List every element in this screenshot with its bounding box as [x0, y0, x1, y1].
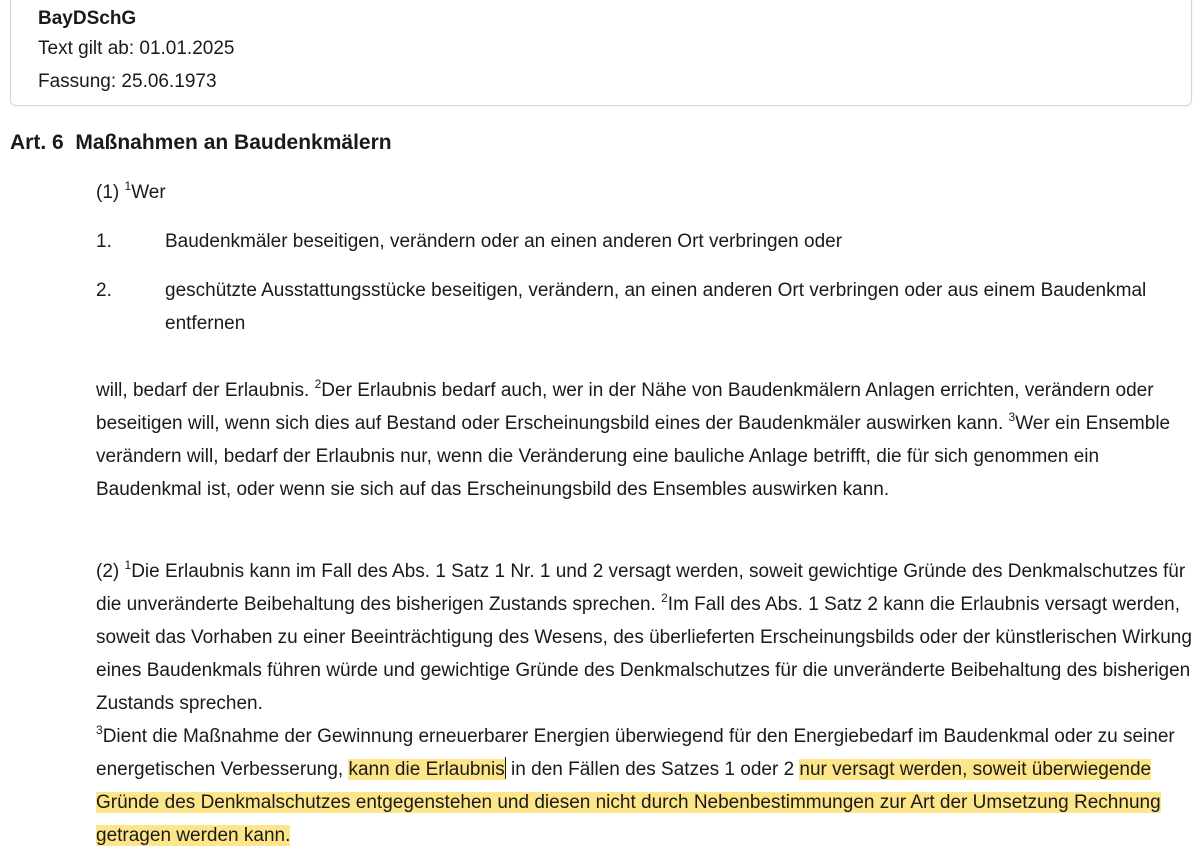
- article-title: Art. 6 Maßnahmen an Baudenkmälern: [10, 131, 392, 154]
- law-abbreviation: BayDSchG: [38, 8, 137, 29]
- paragraph-2: [96, 555, 1196, 852]
- list-text: Baudenkmäler beseitigen, verändern oder an einen anderen Ort verbringen oder: [165, 231, 843, 252]
- paragraph-text: Dient die Maßnahme der Gewinnung erneuerbarer Energien überwiegend für den Energiebedarf im Baudenkmal oder zu seiner energetischen Verbesserung,: [96, 726, 1175, 780]
- document-info-box: [10, 0, 1192, 106]
- valid-from-text: Text gilt ab: 01.01.2025: [38, 38, 235, 59]
- version-text: Fassung: 25.06.1973: [38, 71, 217, 92]
- highlighted-text[interactable]: nur versagt werden, soweit überwiegende Gründe des Denkmalschutzes entgegenstehen und diesen nicht durch Nebenbestimmungen zur Art der Umsetzung Rechnung getragen werden kann.: [96, 759, 1161, 846]
- list-number: 2.: [96, 280, 112, 301]
- paragraph-text: Die Erlaubnis kann im Fall des Abs. 1 Satz 1 Nr. 1 und 2 versagt werden, soweit gewichtige Gründe des Denkmalschutzes für die unveränderte Beibehaltung des bisherigen Zustands sprechen.: [96, 561, 1186, 615]
- sentence-number: 3: [96, 723, 103, 737]
- sentence-number: 1: [124, 558, 132, 572]
- paragraph-1-intro: [96, 176, 1196, 209]
- paragraph-text: Im Fall des Abs. 1 Satz 2 kann die Erlaubnis versagt werden, soweit das Vorhaben zu einer Beeinträchtigung des Wesens, des überlieferten Erscheinungsbilds oder der künstlerischen Wirkung eines Baudenkmals führen würde und gewichtige Gründe des Denkmalschutzes für die unveränderte Beibehaltung des bisherigen Zustands sprechen.: [96, 594, 1192, 714]
- highlighted-text[interactable]: kann die Erlaubnis: [348, 759, 505, 780]
- paragraph-text: Der Erlaubnis bedarf auch, wer in der Nähe von Baudenkmälern Anlagen errichten, verändern oder beseitigen will, wenn sich dies auf Bestand oder Erscheinungsbild eines der Baudenkmäler auswirken kann.: [96, 380, 1154, 434]
- paragraph-1-continuation: [96, 374, 1196, 506]
- paragraph-text: Wer ein Ensemble verändern will, bedarf der Erlaubnis nur, wenn die Veränderung eine bauliche Anlage betrifft, die für sich genommen ein Baudenkmal ist, oder wenn sie sich auf das Erscheinungsbild des Ensembles auswirken kann.: [96, 413, 1171, 500]
- sentence-number: 2: [314, 377, 322, 391]
- paragraph-text: Wer: [131, 182, 166, 203]
- list-number: 1.: [96, 231, 112, 252]
- sentence-number: 1: [124, 179, 132, 193]
- sentence-number: 3: [1008, 410, 1016, 424]
- paragraph-label: (2): [96, 561, 125, 582]
- list-text: geschützte Ausstattungsstücke beseitigen, verändern, an einen anderen Ort verbringen oder aus einem Baudenkmal entfernen: [165, 280, 1147, 334]
- paragraph-text: will, bedarf der Erlaubnis.: [96, 380, 315, 401]
- paragraph-text: in den Fällen des Satzes 1 oder 2: [505, 759, 800, 780]
- paragraph-label: (1): [96, 182, 125, 203]
- sentence-number: 2: [661, 591, 668, 605]
